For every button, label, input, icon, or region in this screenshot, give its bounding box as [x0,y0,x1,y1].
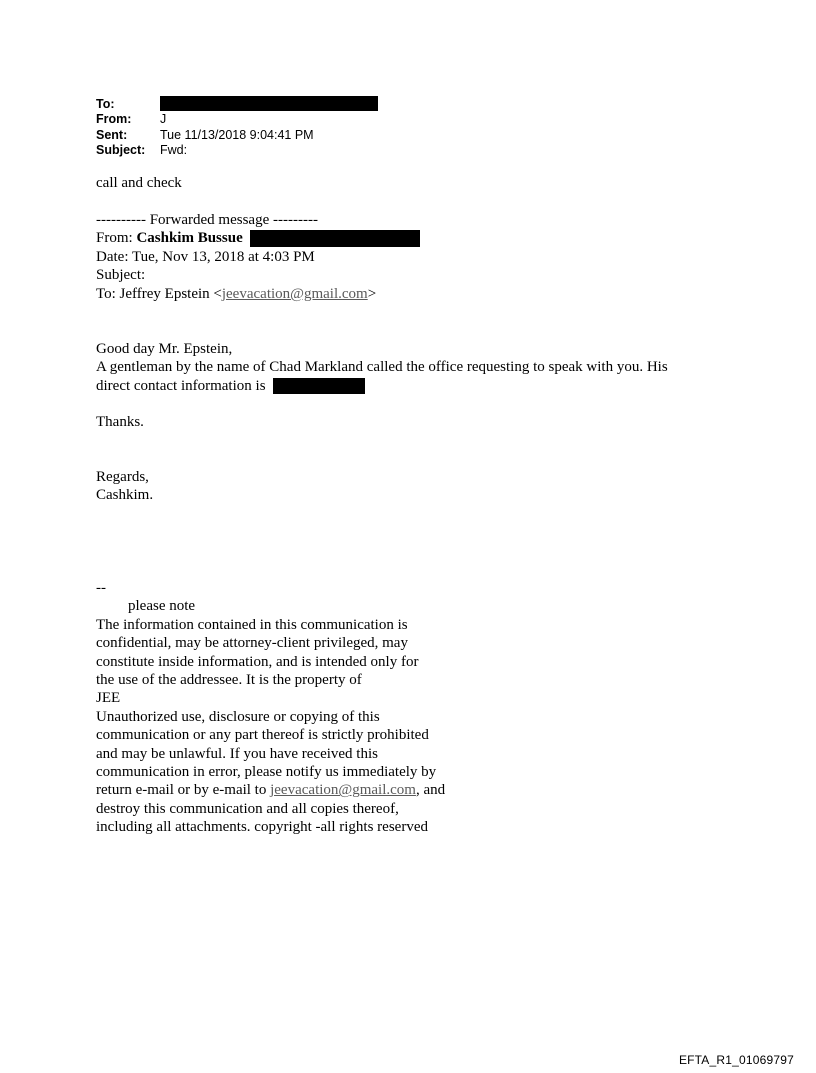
fwd-from-line [96,229,420,247]
message-body [96,340,668,395]
forward-separator: ---------- Forwarded message --------- [96,212,318,228]
subject-label: Subject: [96,143,146,158]
disclaimer-line: including all attachments. copyright -all rights reserved [96,819,428,836]
disclaimer-dashes: -- [96,580,106,596]
message-line-2 [96,377,668,395]
fwd-to-email-link[interactable]: jeevacation@gmail.com [221,285,368,302]
disclaimer-line: and may be unlawful. If you have received this [96,745,378,762]
disclaimer-line: JEE [96,690,121,707]
sign-off [96,468,153,505]
sent-label: Sent: [96,127,128,142]
fwd-from-redaction [250,230,420,247]
message-line-1: A gentleman by the name of Chad Markland called the office requesting to speak with you. His [96,359,668,376]
sent-value: Tue 11/13/2018 9:04:41 PM [160,127,314,142]
disclaimer-line: confidential, may be attorney-client privileged, may [96,635,408,652]
fwd-subject-line: Subject: [96,267,146,284]
disclaimer-line: constitute inside information, and is intended only for [96,653,419,670]
fwd-to-prefix: To: Jeffrey Epstein < [96,285,222,302]
document-id: EFTA_R1_01069797 [678,1053,794,1067]
disclaimer [96,579,445,837]
disclaimer-line: Unauthorized use, disclosure or copying of this [96,708,380,725]
signature: Cashkim. [96,487,154,504]
disclaimer-email-link[interactable]: jeevacation@gmail.com [270,782,416,799]
fwd-date-line: Date: Tue, Nov 13, 2018 at 4:03 PM [96,248,315,265]
disclaimer-line: communication in error, please notify us immediately by [96,764,437,781]
disclaimer-line: the use of the addressee. It is the property of [96,672,362,689]
disclaimer-email-suffix: , and [415,782,446,799]
fwd-to-suffix: > [367,285,377,302]
header-subject-row [96,143,378,159]
header-to-row [96,96,378,112]
intro-text: call and check [96,175,182,191]
subject-value: Fwd: [160,143,188,158]
contact-info-label: direct contact information is [96,377,266,394]
fwd-from-name: Cashkim Bussue [136,230,243,247]
email-header [96,96,378,158]
forwarded-message [96,211,420,303]
disclaimer-line: destroy this communication and all copies thereof, [96,800,399,817]
regards: Regards, [96,469,149,485]
header-sent-row [96,127,378,143]
disclaimer-email-line [96,781,445,799]
to-label: To: [96,96,115,111]
disclaimer-line: The information contained in this communication is [96,616,408,633]
thanks-text: Thanks. [96,414,144,430]
fwd-to-line [96,285,420,303]
fwd-from-prefix: From: [96,230,137,247]
header-from-row [96,112,378,128]
disclaimer-line: communication or any part thereof is strictly prohibited [96,727,429,744]
disclaimer-note: please note [128,598,196,615]
greeting: Good day Mr. Epstein, [96,341,233,357]
from-label: From: [96,112,132,127]
from-value: J [160,112,167,127]
disclaimer-email-prefix: return e-mail or by e-mail to [96,782,271,799]
to-redaction [160,96,378,111]
contact-redaction [273,378,365,394]
